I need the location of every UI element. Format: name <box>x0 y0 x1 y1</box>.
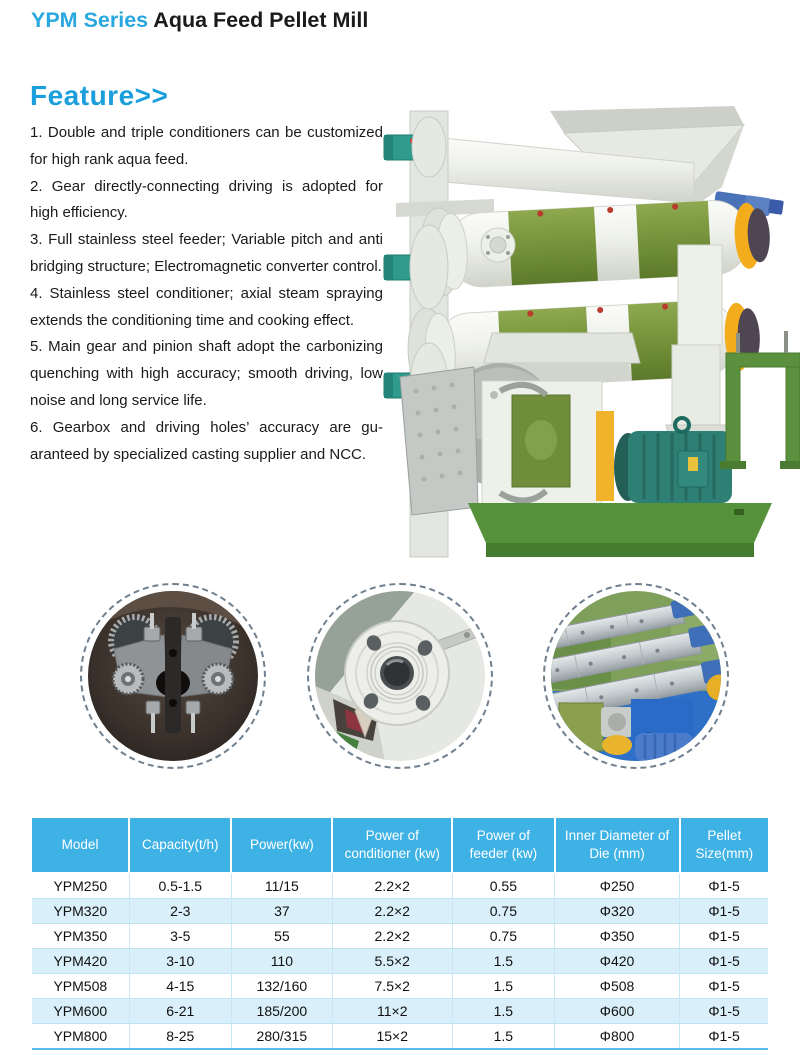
cell: 0.5-1.5 <box>129 873 231 899</box>
cell: Φ420 <box>555 949 680 974</box>
page-title-series: YPM Series <box>31 8 149 32</box>
cell: YPM350 <box>32 924 129 949</box>
cell: 7.5×2 <box>332 974 452 999</box>
cell: 6-21 <box>129 999 231 1024</box>
table-row <box>32 873 768 899</box>
cell: 3-5 <box>129 924 231 949</box>
col-header-model: Model <box>32 818 129 873</box>
cell: YPM320 <box>32 899 129 924</box>
cell: 2.2×2 <box>332 899 452 924</box>
table-row <box>32 899 768 924</box>
pellet-mill-photo <box>382 95 800 565</box>
cell: 3-10 <box>129 949 231 974</box>
cell: Φ250 <box>555 873 680 899</box>
detail-photo-die-rollers <box>80 583 266 769</box>
cell: 132/160 <box>231 974 332 999</box>
table-row <box>32 974 768 999</box>
cell: Φ600 <box>555 999 680 1024</box>
cell: 110 <box>231 949 332 974</box>
detail-photo-flange <box>307 583 493 769</box>
cell: 11×2 <box>332 999 452 1024</box>
feature-item: 5. Main gear and pinion shaft adopt the carbonizing quenching with high accuracy; smooth driving, low noise and long service life. <box>30 338 383 409</box>
col-header-power: Power(kw) <box>231 818 332 873</box>
cell: Φ1-5 <box>680 899 768 924</box>
table-row <box>32 924 768 949</box>
cell: Φ1-5 <box>680 873 768 899</box>
feature-item: 4. Stainless steel conditioner; axial steam spraying extends the conditioning time and cooking effect. <box>30 284 383 329</box>
cell: YPM600 <box>32 999 129 1024</box>
col-header-feeder-power: Power of feeder (kw) <box>452 818 554 873</box>
cell: 11/15 <box>231 873 332 899</box>
cell: 1.5 <box>452 974 554 999</box>
cell: Φ1-5 <box>680 924 768 949</box>
cell: 280/315 <box>231 1024 332 1050</box>
cell: YPM420 <box>32 949 129 974</box>
cell: Φ508 <box>555 974 680 999</box>
cell: 2.2×2 <box>332 873 452 899</box>
spec-header-row <box>32 818 768 873</box>
cell: 4-15 <box>129 974 231 999</box>
cell: Φ1-5 <box>680 999 768 1024</box>
col-header-die-diameter: Inner Diameter of Die (mm) <box>555 818 680 873</box>
cell: 15×2 <box>332 1024 452 1050</box>
cell: 1.5 <box>452 1024 554 1050</box>
col-header-pellet-size: Pellet Size(mm) <box>680 818 768 873</box>
cell: 0.75 <box>452 924 554 949</box>
cell: 0.75 <box>452 899 554 924</box>
page-title-rest: Aqua Feed Pellet Mill <box>148 8 369 32</box>
cell: 2.2×2 <box>332 924 452 949</box>
cell: 8-25 <box>129 1024 231 1050</box>
feature-list <box>30 120 383 468</box>
cell: 1.5 <box>452 949 554 974</box>
cell: YPM250 <box>32 873 129 899</box>
cell: 55 <box>231 924 332 949</box>
cell: YPM508 <box>32 974 129 999</box>
cell: 1.5 <box>452 999 554 1024</box>
table-row <box>32 1024 768 1050</box>
cell: Φ800 <box>555 1024 680 1050</box>
cell: Φ320 <box>555 899 680 924</box>
cell: 5.5×2 <box>332 949 452 974</box>
page-title <box>31 8 368 33</box>
col-header-conditioner-power: Power of conditioner (kw) <box>332 818 452 873</box>
cell: Φ1-5 <box>680 974 768 999</box>
table-row <box>32 999 768 1024</box>
feature-item: 1. Double and triple conditioners can be customized for high rank aqua feed. <box>30 124 383 168</box>
detail-photo-conditioners <box>543 583 729 769</box>
cell: Φ1-5 <box>680 1024 768 1050</box>
feature-item: 6. Gearbox and driving holes’ accuracy are guaranteed by specialized casting supplier and NCC. <box>30 418 383 463</box>
feature-item: 3. Full stainless steel feeder; Variable pitch and anti bridging structure; Electromagnetic converter control. <box>30 231 383 275</box>
feature-item: 2. Gear directly-connecting driving is adopted for high efficiency. <box>30 177 383 222</box>
feature-heading: Feature>> <box>30 80 169 111</box>
cell: YPM800 <box>32 1024 129 1050</box>
cell: 185/200 <box>231 999 332 1024</box>
col-header-capacity: Capacity(t/h) <box>129 818 231 873</box>
cell: Φ350 <box>555 924 680 949</box>
table-row <box>32 949 768 974</box>
cell: 0.55 <box>452 873 554 899</box>
spec-table <box>32 818 768 1050</box>
cell: Φ1-5 <box>680 949 768 974</box>
cell: 37 <box>231 899 332 924</box>
cell: 2-3 <box>129 899 231 924</box>
